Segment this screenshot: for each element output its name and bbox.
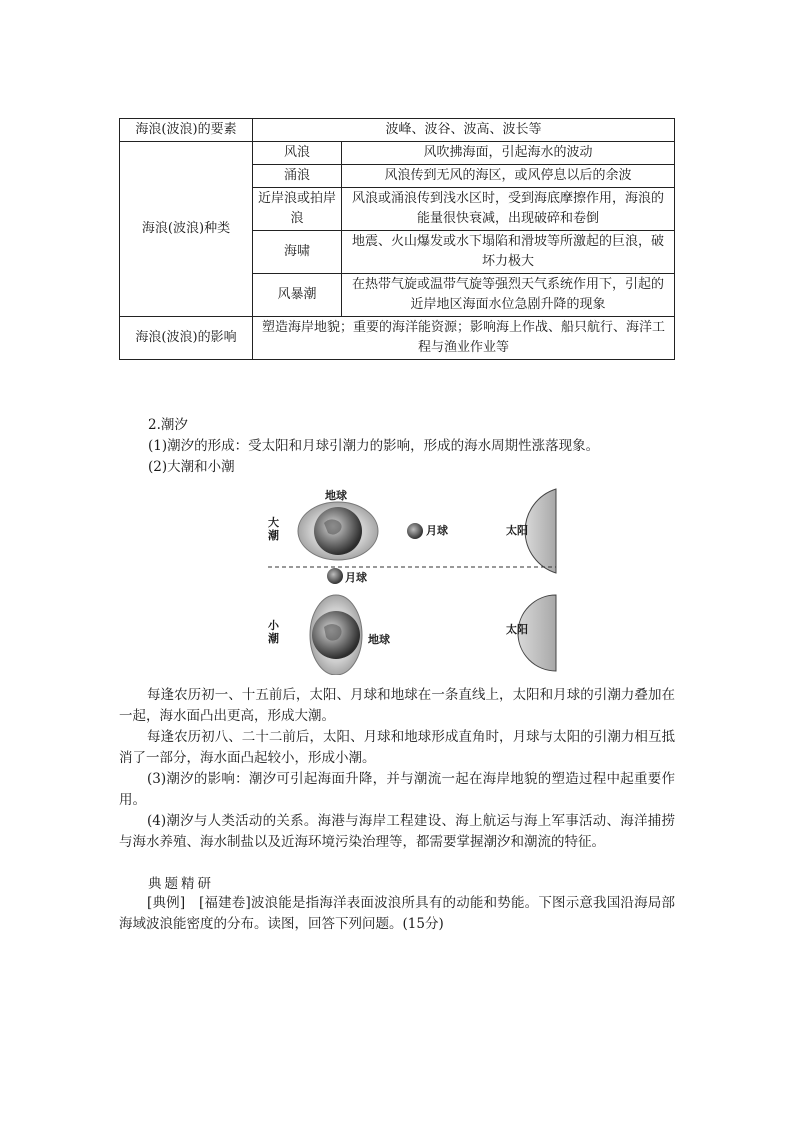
type-name-cell: 风浪 <box>253 142 342 165</box>
spring-tide-label: 大潮 <box>268 516 279 542</box>
spring-earth-label: 地球 <box>325 489 347 502</box>
spring-neap-heading: (2)大潮和小潮 <box>148 459 235 475</box>
spring-sun-label: 太阳 <box>506 524 528 537</box>
spring-tide-paragraph: 每逢农历初一、十五前后，太阳、月球和地球在一条直线上，太阳和月球的引潮力叠加在一起，海水面凸出更高，形成大潮。 <box>119 687 675 724</box>
spring-neap-tide-diagram <box>262 483 562 675</box>
neap-moon-icon <box>327 568 343 584</box>
tide-diagram-svg <box>262 483 562 675</box>
neap-moon-label: 月球 <box>345 571 367 584</box>
analysis-heading: 典题精研 <box>148 876 214 892</box>
wave-elements-table <box>119 118 675 360</box>
spring-sun-icon <box>525 489 556 573</box>
types-label-cell: 海浪(波浪)种类 <box>120 142 253 317</box>
example-paragraph: [典例] [福建卷]波浪能是指海洋表面波浪所具有的动能和势能。下图示意我国沿海局部海域波浪能密度的分布。读图，回答下列问题。(15分) <box>119 895 675 932</box>
section-title-tide: 2.潮汐 <box>148 417 188 433</box>
type-name-cell: 海啸 <box>253 231 342 274</box>
elements-value-cell: 波峰、波谷、波高、波长等 <box>253 119 675 142</box>
spring-moon-label: 月球 <box>426 524 448 537</box>
type-desc-cell: 在热带气旋或温带气旋等强烈天气系统作用下，引起的近岸地区海面水位急剧升降的现象 <box>342 274 675 317</box>
table-row <box>120 142 675 165</box>
type-name-cell: 风暴潮 <box>253 274 342 317</box>
impact-value-cell: 塑造海岸地貌；重要的海洋能资源；影响海上作战、船只航行、海洋工程与渔业作业等 <box>253 317 675 360</box>
elements-label-cell: 海浪(波浪)的要素 <box>120 119 253 142</box>
type-desc-cell: 风浪传到无风的海区，或风停息以后的余波 <box>342 165 675 188</box>
table-row <box>120 119 675 142</box>
impact-label-cell: 海浪(波浪)的影响 <box>120 317 253 360</box>
type-name-cell: 涌浪 <box>253 165 342 188</box>
type-name-cell: 近岸浪或拍岸浪 <box>253 188 342 231</box>
neap-sun-label: 太阳 <box>506 623 528 636</box>
tide-human-paragraph: (4)潮汐与人类活动的关系。海港与海岸工程建设、海上航运与海上军事活动、海洋捕捞与海水养殖、海水制盐以及近海环境污染治理等，都需要掌握潮汐和潮流的特征。 <box>119 813 675 850</box>
spring-moon-icon <box>407 523 423 539</box>
type-desc-cell: 风吹拂海面，引起海水的波动 <box>342 142 675 165</box>
tide-formation-text: (1)潮汐的形成：受太阳和月球引潮力的影响，形成的海水周期性涨落现象。 <box>148 438 600 454</box>
neap-tide-paragraph: 每逢农历初八、二十二前后，太阳、月球和地球形成直角时，月球与太阳的引潮力相互抵消了一部分，海水面凸起较小，形成小潮。 <box>119 729 675 766</box>
type-desc-cell: 地震、火山爆发或水下塌陷和滑坡等所激起的巨浪，破坏力极大 <box>342 231 675 274</box>
type-desc-cell: 风浪或涌浪传到浅水区时，受到海底摩擦作用，海浪的能量很快衰减，出现破碎和卷倒 <box>342 188 675 231</box>
neap-earth-label: 地球 <box>368 633 390 646</box>
table-row <box>120 317 675 360</box>
neap-tide-label: 小潮 <box>268 619 279 645</box>
tide-impact-paragraph: (3)潮汐的影响：潮汐可引起海面升降，并与潮流一起在海岸地貌的塑造过程中起重要作用。 <box>119 771 675 808</box>
